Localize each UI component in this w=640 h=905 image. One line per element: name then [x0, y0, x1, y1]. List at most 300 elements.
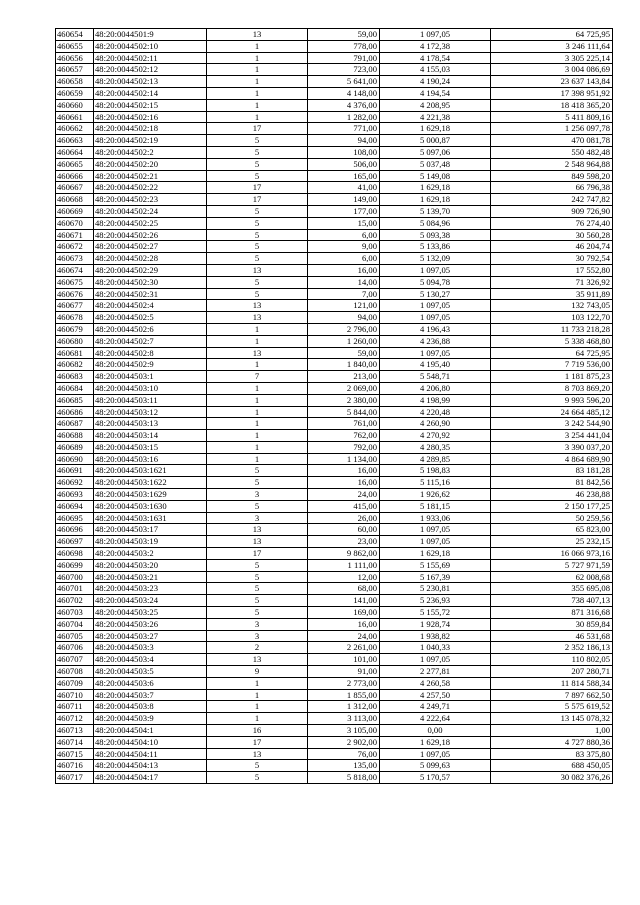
specific-value-cell: 4 190,24	[380, 76, 491, 88]
table-row	[56, 772, 613, 784]
specific-value-cell: 1 926,62	[380, 489, 491, 501]
table-row	[56, 99, 613, 111]
cadastral-number-cell: 48:20:0044502:18	[94, 123, 207, 135]
group-code-cell: 5	[207, 500, 308, 512]
area-value-cell: 41,00	[308, 182, 380, 194]
area-value-cell: 2 902,00	[308, 736, 380, 748]
area-value-cell: 1 260,00	[308, 335, 380, 347]
cadastral-number-cell: 48:20:0044502:12	[94, 64, 207, 76]
cadastral-table-sheet	[55, 28, 612, 784]
cadastral-number-cell: 48:20:0044504:11	[94, 748, 207, 760]
cadastral-value-cell: 355 695,08	[491, 583, 613, 595]
cadastral-value-cell: 1 256 097,78	[491, 123, 613, 135]
area-value-cell: 791,00	[308, 52, 380, 64]
cadastral-value-cell: 132 743,05	[491, 300, 613, 312]
area-value-cell: 1 840,00	[308, 359, 380, 371]
table-row	[56, 595, 613, 607]
row-number-cell: 460672	[56, 241, 94, 253]
cadastral-number-cell: 48:20:0044503:6	[94, 677, 207, 689]
area-value-cell: 141,00	[308, 595, 380, 607]
cadastral-number-cell: 48:20:0044502:4	[94, 300, 207, 312]
row-number-cell: 460700	[56, 571, 94, 583]
area-value-cell: 415,00	[308, 500, 380, 512]
cadastral-value-cell: 470 081,78	[491, 135, 613, 147]
group-code-cell: 5	[207, 772, 308, 784]
area-value-cell: 1 282,00	[308, 111, 380, 123]
row-number-cell: 460657	[56, 64, 94, 76]
group-code-cell: 1	[207, 430, 308, 442]
specific-value-cell: 4 280,35	[380, 441, 491, 453]
table-row	[56, 536, 613, 548]
cadastral-value-cell: 16 066 973,16	[491, 548, 613, 560]
table-row	[56, 123, 613, 135]
cadastral-number-cell: 48:20:0044502:15	[94, 99, 207, 111]
row-number-cell: 460716	[56, 760, 94, 772]
specific-value-cell: 4 195,40	[380, 359, 491, 371]
row-number-cell: 460689	[56, 441, 94, 453]
cadastral-value-cell: 688 450,05	[491, 760, 613, 772]
table-row	[56, 512, 613, 524]
group-code-cell: 17	[207, 736, 308, 748]
cadastral-number-cell: 48:20:0044503:1621	[94, 465, 207, 477]
group-code-cell: 5	[207, 595, 308, 607]
table-row	[56, 548, 613, 560]
cadastral-number-cell: 48:20:0044502:14	[94, 87, 207, 99]
area-value-cell: 14,00	[308, 276, 380, 288]
cadastral-value-cell: 30 082 376,26	[491, 772, 613, 784]
area-value-cell: 76,00	[308, 748, 380, 760]
specific-value-cell: 1 097,05	[380, 748, 491, 760]
row-number-cell: 460714	[56, 736, 94, 748]
cadastral-value-cell: 11 733 218,28	[491, 323, 613, 335]
group-code-cell: 13	[207, 29, 308, 41]
cadastral-value-cell: 3 004 086,69	[491, 64, 613, 76]
specific-value-cell: 1 097,05	[380, 29, 491, 41]
table-row	[56, 430, 613, 442]
cadastral-value-cell: 8 703 869,20	[491, 382, 613, 394]
cadastral-value-cell: 35 911,89	[491, 288, 613, 300]
specific-value-cell: 5 236,93	[380, 595, 491, 607]
area-value-cell: 60,00	[308, 524, 380, 536]
area-value-cell: 2 796,00	[308, 323, 380, 335]
cadastral-number-cell: 48:20:0044502:10	[94, 40, 207, 52]
row-number-cell: 460666	[56, 170, 94, 182]
cadastral-number-cell: 48:20:0044503:24	[94, 595, 207, 607]
specific-value-cell: 5 037,48	[380, 158, 491, 170]
cadastral-value-cell: 9 993 596,20	[491, 394, 613, 406]
table-row	[56, 359, 613, 371]
area-value-cell: 3 105,00	[308, 725, 380, 737]
group-code-cell: 5	[207, 276, 308, 288]
cadastral-number-cell: 48:20:0044503:15	[94, 441, 207, 453]
row-number-cell: 460688	[56, 430, 94, 442]
cadastral-value-cell: 5 575 619,52	[491, 701, 613, 713]
group-code-cell: 17	[207, 182, 308, 194]
row-number-cell: 460660	[56, 99, 94, 111]
row-number-cell: 460676	[56, 288, 94, 300]
cadastral-number-cell: 48:20:0044502:19	[94, 135, 207, 147]
table-row	[56, 559, 613, 571]
specific-value-cell: 4 196,43	[380, 323, 491, 335]
cadastral-value-cell: 83 375,80	[491, 748, 613, 760]
cadastral-number-cell: 48:20:0044503:1630	[94, 500, 207, 512]
cadastral-number-cell: 48:20:0044502:29	[94, 264, 207, 276]
area-value-cell: 2 773,00	[308, 677, 380, 689]
cadastral-number-cell: 48:20:0044502:7	[94, 335, 207, 347]
table-row	[56, 347, 613, 359]
table-row	[56, 701, 613, 713]
specific-value-cell: 4 172,38	[380, 40, 491, 52]
table-row	[56, 394, 613, 406]
table-row	[56, 489, 613, 501]
specific-value-cell: 5 139,70	[380, 205, 491, 217]
cadastral-value-cell: 5 411 809,16	[491, 111, 613, 123]
cadastral-value-cell: 23 637 143,84	[491, 76, 613, 88]
row-number-cell: 460658	[56, 76, 94, 88]
table-row	[56, 677, 613, 689]
table-row	[56, 288, 613, 300]
table-row	[56, 264, 613, 276]
row-number-cell: 460699	[56, 559, 94, 571]
cadastral-value-cell: 3 305 225,14	[491, 52, 613, 64]
area-value-cell: 9 862,00	[308, 548, 380, 560]
specific-value-cell: 4 208,95	[380, 99, 491, 111]
table-row	[56, 52, 613, 64]
cadastral-value-cell: 30 859,84	[491, 618, 613, 630]
group-code-cell: 3	[207, 630, 308, 642]
table-body	[56, 29, 613, 784]
cadastral-value-cell: 66 796,38	[491, 182, 613, 194]
cadastral-number-cell: 48:20:0044502:11	[94, 52, 207, 64]
row-number-cell: 460686	[56, 406, 94, 418]
cadastral-number-cell: 48:20:0044503:2	[94, 548, 207, 560]
specific-value-cell: 4 221,38	[380, 111, 491, 123]
specific-value-cell: 5 094,78	[380, 276, 491, 288]
table-row	[56, 87, 613, 99]
table-row	[56, 453, 613, 465]
group-code-cell: 13	[207, 264, 308, 276]
cadastral-value-cell: 46 531,68	[491, 630, 613, 642]
area-value-cell: 771,00	[308, 123, 380, 135]
cadastral-number-cell: 48:20:0044503:13	[94, 418, 207, 430]
table-row	[56, 654, 613, 666]
area-value-cell: 1 855,00	[308, 689, 380, 701]
cadastral-value-cell: 25 232,15	[491, 536, 613, 548]
specific-value-cell: 5 198,83	[380, 465, 491, 477]
table-row	[56, 170, 613, 182]
specific-value-cell: 4 289,85	[380, 453, 491, 465]
group-code-cell: 17	[207, 548, 308, 560]
table-row	[56, 300, 613, 312]
specific-value-cell: 5 133,86	[380, 241, 491, 253]
group-code-cell: 7	[207, 371, 308, 383]
table-row	[56, 205, 613, 217]
specific-value-cell: 4 270,92	[380, 430, 491, 442]
table-row	[56, 241, 613, 253]
cadastral-number-cell: 48:20:0044502:23	[94, 194, 207, 206]
row-number-cell: 460685	[56, 394, 94, 406]
group-code-cell: 5	[207, 135, 308, 147]
group-code-cell: 5	[207, 146, 308, 158]
row-number-cell: 460654	[56, 29, 94, 41]
cadastral-number-cell: 48:20:0044502:25	[94, 217, 207, 229]
cadastral-number-cell: 48:20:0044502:27	[94, 241, 207, 253]
specific-value-cell: 5 155,72	[380, 607, 491, 619]
table-row	[56, 323, 613, 335]
row-number-cell: 460701	[56, 583, 94, 595]
table-row	[56, 500, 613, 512]
area-value-cell: 9,00	[308, 241, 380, 253]
specific-value-cell: 1 933,06	[380, 512, 491, 524]
specific-value-cell: 4 236,88	[380, 335, 491, 347]
group-code-cell: 3	[207, 618, 308, 630]
specific-value-cell: 2 277,81	[380, 666, 491, 678]
row-number-cell: 460708	[56, 666, 94, 678]
area-value-cell: 177,00	[308, 205, 380, 217]
group-code-cell: 5	[207, 229, 308, 241]
area-value-cell: 135,00	[308, 760, 380, 772]
group-code-cell: 1	[207, 40, 308, 52]
cadastral-number-cell: 48:20:0044502:5	[94, 312, 207, 324]
cadastral-number-cell: 48:20:0044502:24	[94, 205, 207, 217]
cadastral-number-cell: 48:20:0044502:22	[94, 182, 207, 194]
row-number-cell: 460673	[56, 253, 94, 265]
cadastral-value-cell: 13 145 078,32	[491, 713, 613, 725]
row-number-cell: 460707	[56, 654, 94, 666]
row-number-cell: 460687	[56, 418, 94, 430]
cadastral-value-cell: 46 204,74	[491, 241, 613, 253]
table-row	[56, 135, 613, 147]
specific-value-cell: 4 257,50	[380, 689, 491, 701]
cadastral-value-cell: 4 864 689,90	[491, 453, 613, 465]
specific-value-cell: 4 222,64	[380, 713, 491, 725]
area-value-cell: 59,00	[308, 29, 380, 41]
group-code-cell: 1	[207, 64, 308, 76]
group-code-cell: 17	[207, 123, 308, 135]
specific-value-cell: 1 097,05	[380, 524, 491, 536]
table-row	[56, 276, 613, 288]
area-value-cell: 3 113,00	[308, 713, 380, 725]
cadastral-value-cell: 550 482,48	[491, 146, 613, 158]
cadastral-number-cell: 48:20:0044503:1631	[94, 512, 207, 524]
cadastral-number-cell: 48:20:0044502:31	[94, 288, 207, 300]
table-row	[56, 418, 613, 430]
cadastral-number-cell: 48:20:0044503:1	[94, 371, 207, 383]
area-value-cell: 16,00	[308, 264, 380, 276]
table-row	[56, 748, 613, 760]
cadastral-number-cell: 48:20:0044502:13	[94, 76, 207, 88]
cadastral-value-cell: 46 238,88	[491, 489, 613, 501]
row-number-cell: 460702	[56, 595, 94, 607]
area-value-cell: 23,00	[308, 536, 380, 548]
group-code-cell: 1	[207, 99, 308, 111]
cadastral-value-cell: 2 150 177,25	[491, 500, 613, 512]
cadastral-value-cell: 30 792,54	[491, 253, 613, 265]
group-code-cell: 1	[207, 323, 308, 335]
specific-value-cell: 4 260,90	[380, 418, 491, 430]
specific-value-cell: 1 938,82	[380, 630, 491, 642]
row-number-cell: 460690	[56, 453, 94, 465]
cadastral-number-cell: 48:20:0044502:21	[94, 170, 207, 182]
row-number-cell: 460671	[56, 229, 94, 241]
table-row	[56, 736, 613, 748]
table-row	[56, 229, 613, 241]
specific-value-cell: 5 167,39	[380, 571, 491, 583]
cadastral-value-cell: 11 814 588,34	[491, 677, 613, 689]
area-value-cell: 2 380,00	[308, 394, 380, 406]
cadastral-number-cell: 48:20:0044503:19	[94, 536, 207, 548]
area-value-cell: 24,00	[308, 630, 380, 642]
table-row	[56, 182, 613, 194]
group-code-cell: 13	[207, 654, 308, 666]
row-number-cell: 460659	[56, 87, 94, 99]
table-row	[56, 158, 613, 170]
area-value-cell: 108,00	[308, 146, 380, 158]
group-code-cell: 1	[207, 453, 308, 465]
specific-value-cell: 1 097,05	[380, 300, 491, 312]
specific-value-cell: 5 230,81	[380, 583, 491, 595]
table-row	[56, 441, 613, 453]
row-number-cell: 460668	[56, 194, 94, 206]
group-code-cell: 13	[207, 300, 308, 312]
cadastral-value-cell: 5 727 971,59	[491, 559, 613, 571]
area-value-cell: 778,00	[308, 40, 380, 52]
cadastral-number-cell: 48:20:0044503:23	[94, 583, 207, 595]
cadastral-value-cell: 1 181 875,23	[491, 371, 613, 383]
row-number-cell: 460711	[56, 701, 94, 713]
row-number-cell: 460695	[56, 512, 94, 524]
area-value-cell: 6,00	[308, 229, 380, 241]
cadastral-value-cell: 50 259,56	[491, 512, 613, 524]
cadastral-value-cell: 18 418 365,20	[491, 99, 613, 111]
cadastral-value-table	[55, 28, 613, 784]
area-value-cell: 213,00	[308, 371, 380, 383]
specific-value-cell: 1 629,18	[380, 123, 491, 135]
area-value-cell: 4 376,00	[308, 99, 380, 111]
table-row	[56, 111, 613, 123]
row-number-cell: 460656	[56, 52, 94, 64]
group-code-cell: 5	[207, 571, 308, 583]
area-value-cell: 26,00	[308, 512, 380, 524]
cadastral-value-cell: 3 254 441,04	[491, 430, 613, 442]
cadastral-number-cell: 48:20:0044502:26	[94, 229, 207, 241]
cadastral-value-cell: 103 122,70	[491, 312, 613, 324]
cadastral-number-cell: 48:20:0044503:12	[94, 406, 207, 418]
area-value-cell: 792,00	[308, 441, 380, 453]
area-value-cell: 1 111,00	[308, 559, 380, 571]
table-row	[56, 607, 613, 619]
specific-value-cell: 5 548,71	[380, 371, 491, 383]
cadastral-value-cell: 5 338 468,80	[491, 335, 613, 347]
cadastral-value-cell: 62 008,68	[491, 571, 613, 583]
row-number-cell: 460703	[56, 607, 94, 619]
area-value-cell: 149,00	[308, 194, 380, 206]
specific-value-cell: 1 097,05	[380, 312, 491, 324]
specific-value-cell: 5 093,38	[380, 229, 491, 241]
cadastral-number-cell: 48:20:0044503:4	[94, 654, 207, 666]
specific-value-cell: 1 097,05	[380, 536, 491, 548]
cadastral-number-cell: 48:20:0044503:14	[94, 430, 207, 442]
row-number-cell: 460678	[56, 312, 94, 324]
table-row	[56, 382, 613, 394]
specific-value-cell: 1 040,33	[380, 642, 491, 654]
area-value-cell: 16,00	[308, 618, 380, 630]
group-code-cell: 1	[207, 677, 308, 689]
group-code-cell: 5	[207, 607, 308, 619]
cadastral-value-cell: 7 897 662,50	[491, 689, 613, 701]
group-code-cell: 5	[207, 288, 308, 300]
group-code-cell: 5	[207, 241, 308, 253]
group-code-cell: 2	[207, 642, 308, 654]
specific-value-cell: 5 181,15	[380, 500, 491, 512]
row-number-cell: 460683	[56, 371, 94, 383]
row-number-cell: 460674	[56, 264, 94, 276]
row-number-cell: 460665	[56, 158, 94, 170]
specific-value-cell: 5 130,27	[380, 288, 491, 300]
row-number-cell: 460697	[56, 536, 94, 548]
specific-value-cell: 4 198,99	[380, 394, 491, 406]
group-code-cell: 1	[207, 394, 308, 406]
table-row	[56, 571, 613, 583]
row-number-cell: 460717	[56, 772, 94, 784]
row-number-cell: 460705	[56, 630, 94, 642]
row-number-cell: 460693	[56, 489, 94, 501]
area-value-cell: 68,00	[308, 583, 380, 595]
group-code-cell: 3	[207, 489, 308, 501]
area-value-cell: 2 069,00	[308, 382, 380, 394]
cadastral-number-cell: 48:20:0044503:16	[94, 453, 207, 465]
row-number-cell: 460696	[56, 524, 94, 536]
cadastral-number-cell: 48:20:0044502:20	[94, 158, 207, 170]
table-row	[56, 76, 613, 88]
group-code-cell: 1	[207, 382, 308, 394]
specific-value-cell: 1 629,18	[380, 736, 491, 748]
cadastral-value-cell: 30 560,28	[491, 229, 613, 241]
row-number-cell: 460694	[56, 500, 94, 512]
area-value-cell: 16,00	[308, 465, 380, 477]
cadastral-number-cell: 48:20:0044504:1	[94, 725, 207, 737]
cadastral-value-cell: 849 598,20	[491, 170, 613, 182]
cadastral-number-cell: 48:20:0044502:9	[94, 359, 207, 371]
area-value-cell: 16,00	[308, 477, 380, 489]
group-code-cell: 1	[207, 111, 308, 123]
cadastral-number-cell: 48:20:0044503:26	[94, 618, 207, 630]
group-code-cell: 1	[207, 418, 308, 430]
area-value-cell: 762,00	[308, 430, 380, 442]
area-value-cell: 94,00	[308, 312, 380, 324]
row-number-cell: 460692	[56, 477, 94, 489]
specific-value-cell: 1 629,18	[380, 182, 491, 194]
cadastral-number-cell: 48:20:0044503:1622	[94, 477, 207, 489]
group-code-cell: 5	[207, 760, 308, 772]
row-number-cell: 460715	[56, 748, 94, 760]
specific-value-cell: 4 206,80	[380, 382, 491, 394]
table-row	[56, 64, 613, 76]
cadastral-number-cell: 48:20:0044503:9	[94, 713, 207, 725]
specific-value-cell: 1 097,05	[380, 654, 491, 666]
group-code-cell: 5	[207, 253, 308, 265]
row-number-cell: 460661	[56, 111, 94, 123]
row-number-cell: 460704	[56, 618, 94, 630]
cadastral-value-cell: 2 352 186,13	[491, 642, 613, 654]
cadastral-value-cell: 65 823,00	[491, 524, 613, 536]
table-row	[56, 29, 613, 41]
specific-value-cell: 5 084,96	[380, 217, 491, 229]
area-value-cell: 165,00	[308, 170, 380, 182]
group-code-cell: 17	[207, 194, 308, 206]
cadastral-number-cell: 48:20:0044502:28	[94, 253, 207, 265]
specific-value-cell: 4 220,48	[380, 406, 491, 418]
